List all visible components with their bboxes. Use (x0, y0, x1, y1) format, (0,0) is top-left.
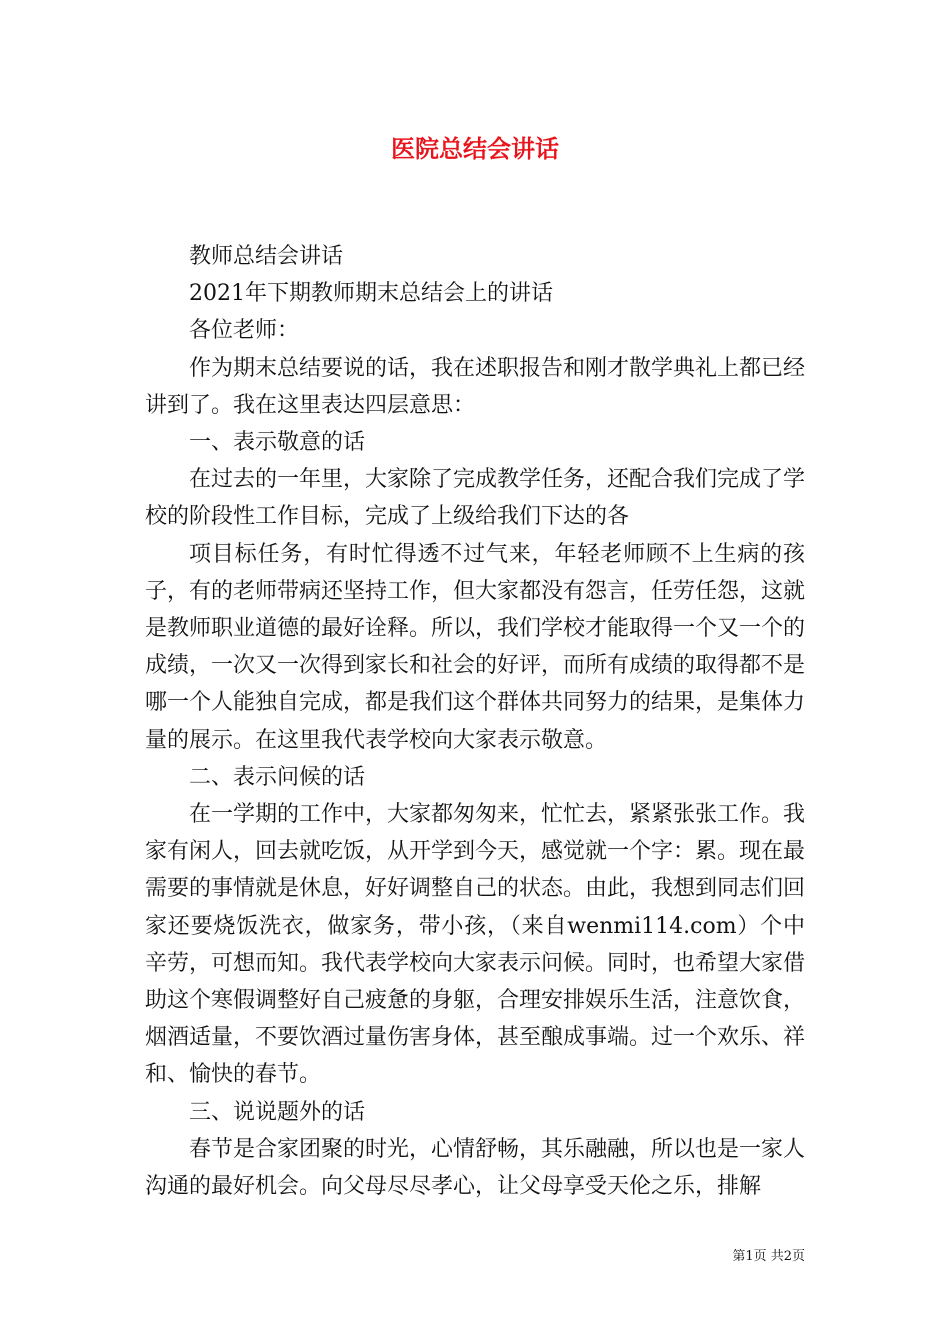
paragraph: 项目标任务，有时忙得透不过气来，年轻老师顾不上生病的孩子，有的老师带病还坚持工作，但大家都没有怨言，任劳任怨，这就是教师职业道德的最好诠释。所以，我们学校才能取得一个又一个的成绩，一次又一次得到家长和社会的好评，而所有成绩的取得都不是哪一个人能独自完成，都是我们这个群体共同努力的结果，是集体力量的展示。在这里我代表学校向大家表示敬意。 (145, 541, 806, 753)
section-heading-2: 二、表示问候的话 (189, 764, 366, 790)
section-heading-1: 一、表示敬意的话 (189, 430, 366, 456)
paragraph: 作为期末总结要说的话，我在述职报告和刚才散学典礼上都已经讲到了。我在这里表达四层意思： (145, 355, 806, 418)
paragraph: 在一学期的工作中，大家都匆匆来，忙忙去，紧紧张张工作。我家有闲人，回去就吃饭，从开学到今天，感觉就一个字：累。现在最需要的事情就是休息，好好调整自己的状态。由此，我想到同志们回家还要烧饭洗衣，做家务，带小孩，（来自wenmi114.com）个中辛劳，可想而知。我代表学校向大家表示问候。同时，也希望大家借助这个寒假调整好自己疲惫的身躯，合理安排娱乐生活，注意饮食，烟酒适量，不要饮酒过量伤害身体，甚至酿成事端。过一个欢乐、祥和、愉快的春节。 (145, 802, 806, 1088)
paragraph-salutation: 各位老师： (189, 318, 300, 344)
section-heading-3: 三、说说题外的话 (189, 1099, 366, 1125)
paragraph: 春节是合家团聚的时光，心情舒畅，其乐融融，所以也是一家人沟通的最好机会。向父母尽尽孝心，让父母享受天伦之乐，排解 (145, 1136, 806, 1200)
document-body (145, 238, 805, 1205)
document-title: 医院总结会讲话 (391, 134, 559, 163)
page-number: 第1页 共2页 (732, 1249, 805, 1264)
paragraph: 在过去的一年里，大家除了完成教学任务，还配合我们完成了学校的阶段性工作目标，完成了上级给我们下达的各 (145, 467, 806, 530)
paragraph-heading: 2021年下期教师期末总结会上的讲话 (189, 281, 553, 307)
paragraph-subtitle: 教师总结会讲话 (189, 244, 344, 269)
